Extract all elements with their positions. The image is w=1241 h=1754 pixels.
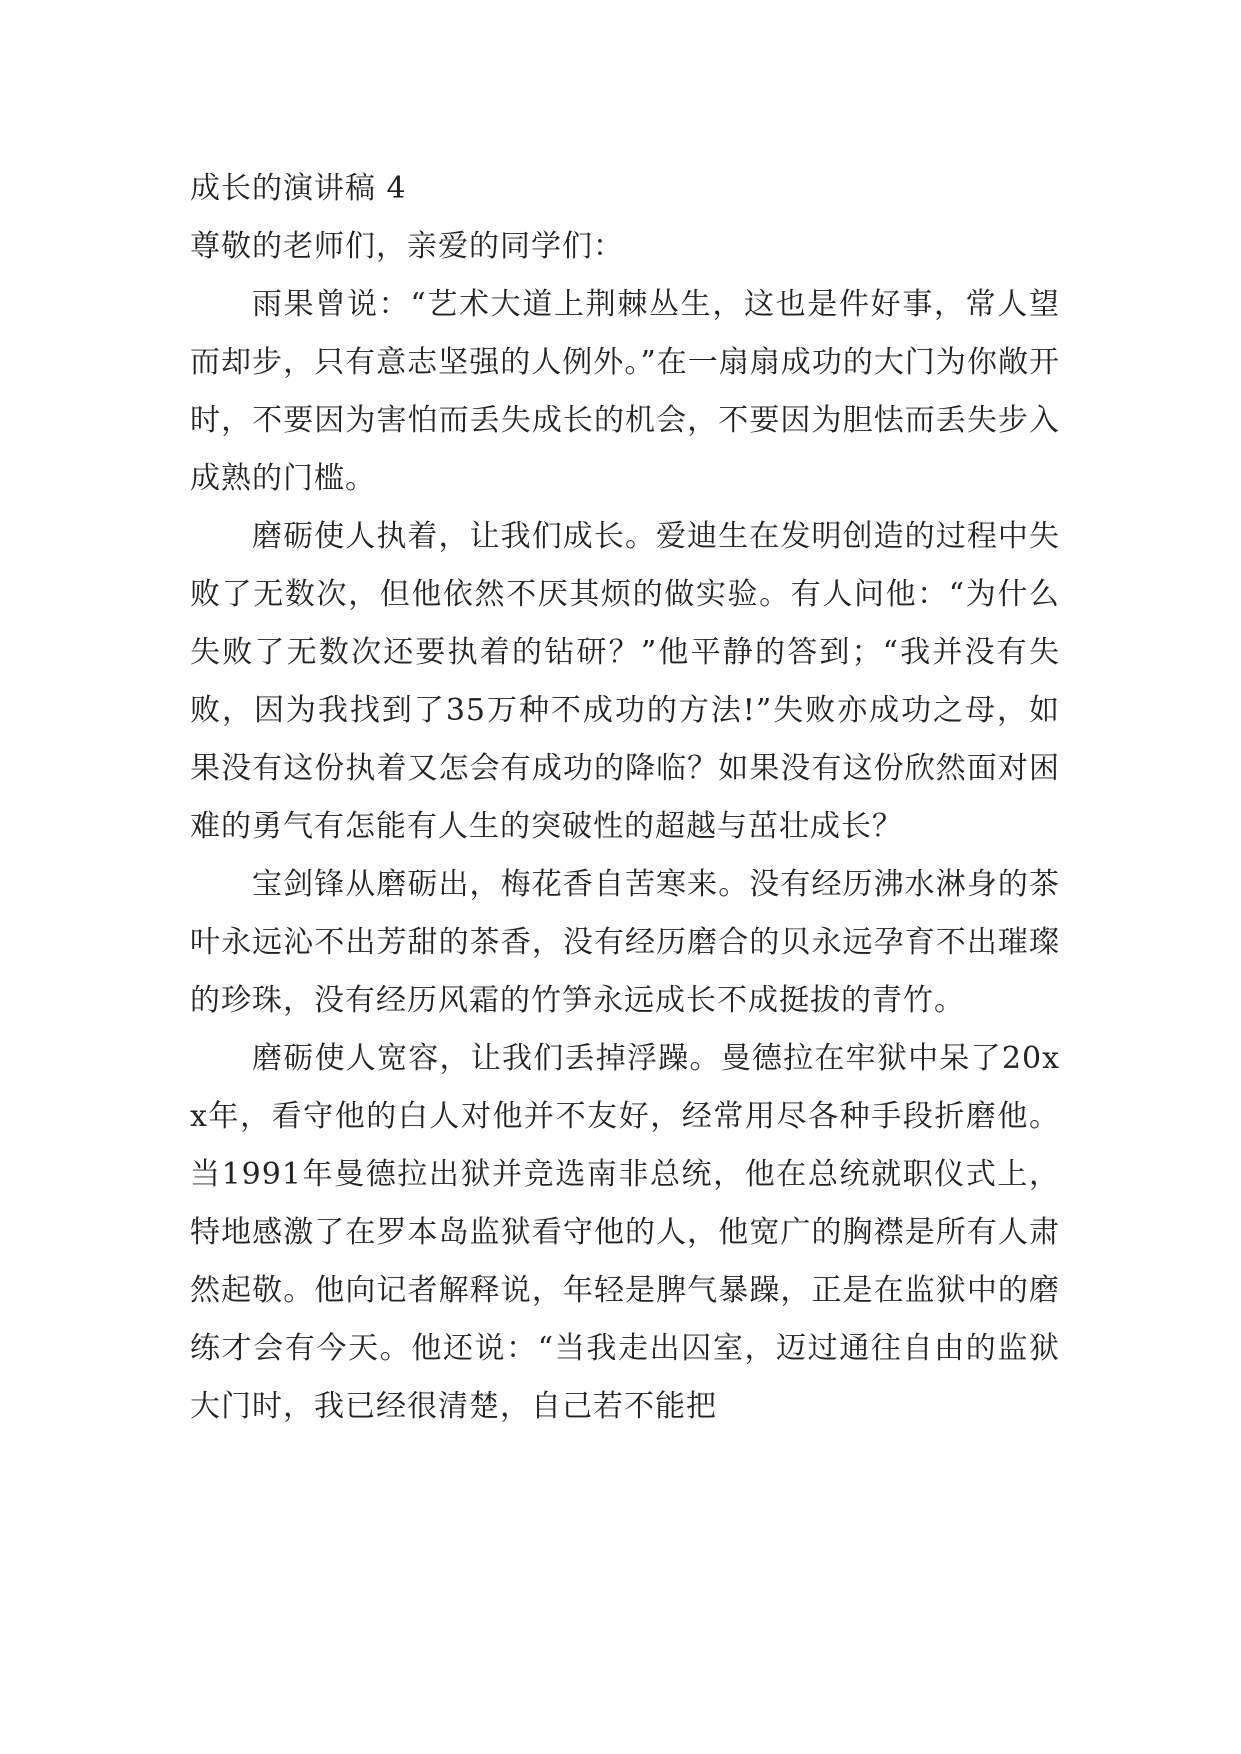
paragraph-edison: 磨砺使人执着，让我们成长。爱迪生在发明创造的过程中失败了无数次，但他依然不厌其烦的做实验。有人问他：“为什么失败了无数次还要执着的钻研？”他平静的答到；“我并没有失败，因为我找到了35万种不成功的方法!”失败亦成功之母，如果没有这份执着又怎会有成功的降临？如果没有这份欣然面对困难的勇气有怎能有人生的突破性的超越与茁壮成长？ [190,519,1060,844]
paragraph-mandela: 磨砺使人宽容，让我们丢掉浮躁。曼德拉在牢狱中呆了20xx年，看守他的白人对他并不友好，经常用尽各种手段折磨他。当1991年曼德拉出狱并竞选南非总统，他在总统就职仪式上，特地感激了在罗本岛监狱看守他的人，他宽广的胸襟是所有人肃然起敬。他向记者解释说，年轻是脾气暴躁，正是在监狱中的磨练才会有今天。他还说：“当我走出囚室，迈过通往自由的监狱大门时，我已经很清楚，自己若不能把 [190,1041,1060,1424]
document-body [190,160,1060,1436]
paragraph-hugo-quote: 雨果曾说：“艺术大道上荆棘丛生，这也是件好事，常人望而却步，只有意志坚强的人例外。”在一扇扇成功的大门为你敞开时，不要因为害怕而丢失成长的机会，不要因为胆怯而丢失步入成熟的门槛。 [190,287,1060,496]
paragraph-sword-plum: 宝剑锋从磨砺出，梅花香自苦寒来。没有经历沸水淋身的茶叶永远沁不出芳甜的茶香，没有经历磨合的贝永远孕育不出璀璨的珍珠，没有经历风霜的竹笋永远成长不成挺拔的青竹。 [190,867,1060,1018]
document-title: 成长的演讲稿 4 [190,171,407,206]
salutation: 尊敬的老师们，亲爱的同学们： [190,229,624,264]
